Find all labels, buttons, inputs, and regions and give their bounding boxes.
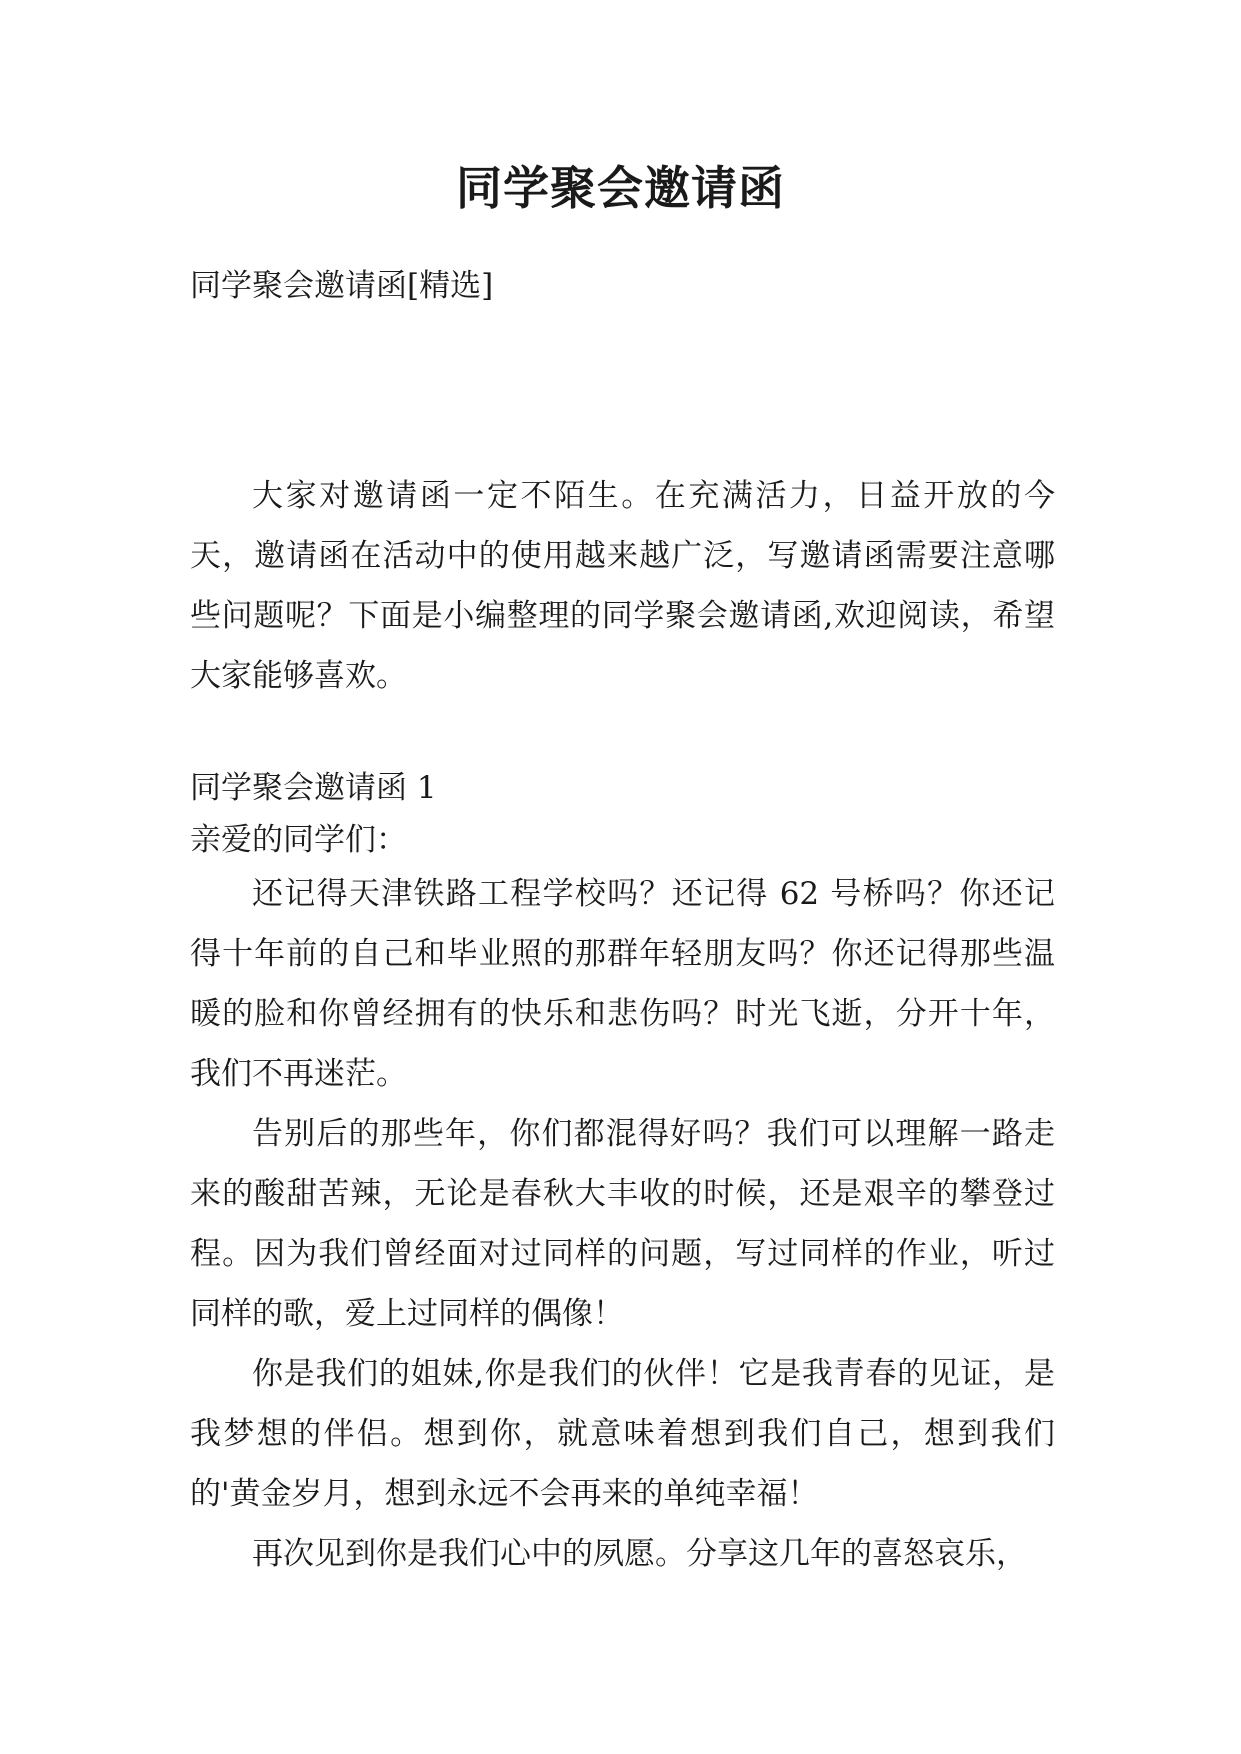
- document-subtitle: 同学聚会邀请函[精选]: [190, 268, 494, 304]
- body-paragraph-2: 告别后的那些年，你们都混得好吗？我们可以理解一路走来的酸甜苦辣，无论是春秋大丰收的时候，还是艰辛的攀登过程。因为我们曾经面对过同样的问题，写过同样的作业，听过同样的歌，爱上过同样的偶像！: [190, 1116, 1055, 1332]
- body-paragraph-3: 你是我们的姐妹,你是我们的伙伴！它是我青春的见证，是我梦想的伴侣。想到你，就意味着想到我们自己，想到我们的'黄金岁月，想到永远不会再来的单纯幸福！: [190, 1356, 1055, 1512]
- intro-paragraph: 大家对邀请函一定不陌生。在充满活力，日益开放的今天，邀请函在活动中的使用越来越广泛，写邀请函需要注意哪些问题呢？下面是小编整理的同学聚会邀请函,欢迎阅读，希望大家能够喜欢。: [190, 478, 1055, 694]
- greeting: 亲爱的同学们：: [190, 822, 407, 858]
- body-paragraph-1: 还记得天津铁路工程学校吗？还记得 62 号桥吗？你还记得十年前的自己和毕业照的那群年轻朋友吗？你还记得那些温暖的脸和你曾经拥有的快乐和悲伤吗？时光飞逝，分开十年，我们不再迷茫。: [190, 876, 1055, 1092]
- body-paragraph-4: 再次见到你是我们心中的夙愿。分享这几年的喜怒哀乐，: [252, 1536, 1027, 1572]
- document-title: 同学聚会邀请函: [456, 161, 785, 215]
- section-heading: 同学聚会邀请函 1: [190, 770, 437, 806]
